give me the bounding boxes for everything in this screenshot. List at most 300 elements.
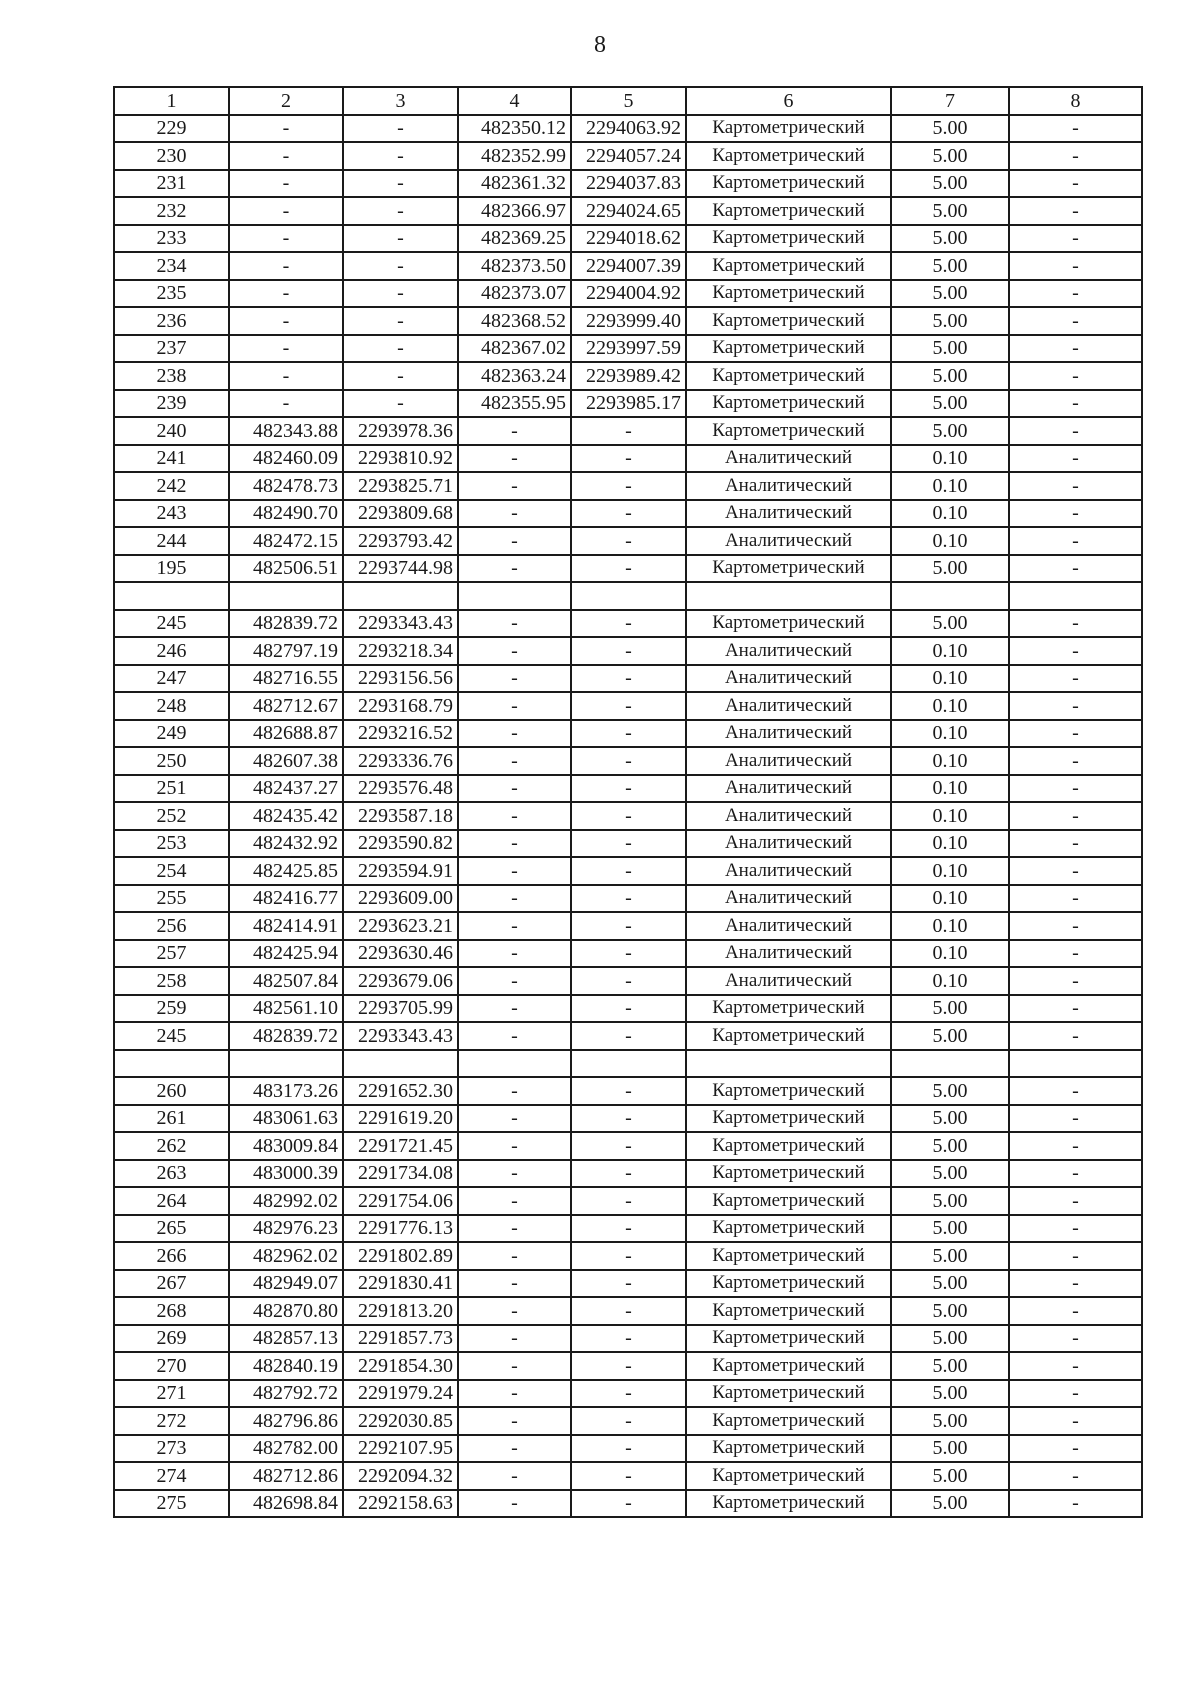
table-cell-col-2: 482716.55: [229, 665, 343, 693]
table-cell-col-1: 262: [114, 1132, 229, 1160]
table-cell-col-7: 5.00: [891, 197, 1009, 225]
table-cell-col-8: -: [1009, 1270, 1142, 1298]
table-cell-col-2: -: [229, 115, 343, 143]
table-cell-col-2: 482425.94: [229, 940, 343, 968]
table-cell-col-4: [458, 582, 571, 610]
table-cell-col-3: -: [343, 142, 458, 170]
table-cell-col-3: 2293744.98: [343, 555, 458, 583]
table-cell-col-1: 250: [114, 747, 229, 775]
table-cell-col-8: -: [1009, 995, 1142, 1023]
table-cell-col-1: 195: [114, 555, 229, 583]
table-cell-col-7: 5.00: [891, 1077, 1009, 1105]
table-cell-col-1: 240: [114, 417, 229, 445]
table-row: [114, 857, 1142, 885]
table-row: [114, 390, 1142, 418]
table-cell-col-5: -: [571, 1462, 686, 1490]
table-cell-col-6: Картометрический: [686, 115, 891, 143]
table-cell-col-8: -: [1009, 637, 1142, 665]
table-cell-col-5: -: [571, 940, 686, 968]
table-cell-col-8: -: [1009, 225, 1142, 253]
table-row: [114, 1132, 1142, 1160]
table-cell-col-1: 234: [114, 252, 229, 280]
table-cell-col-1: 239: [114, 390, 229, 418]
table-cell-col-4: -: [458, 1380, 571, 1408]
table-cell-col-1: 268: [114, 1297, 229, 1325]
table-cell-col-2: 482478.73: [229, 472, 343, 500]
table-cell-col-4: [458, 1050, 571, 1078]
table-row: [114, 445, 1142, 473]
table-cell-col-1: 252: [114, 802, 229, 830]
table-cell-col-1: 232: [114, 197, 229, 225]
table-cell-col-7: 0.10: [891, 500, 1009, 528]
table-cell-col-1: 265: [114, 1215, 229, 1243]
table-cell-col-4: 482350.12: [458, 115, 571, 143]
table-cell-col-4: 482369.25: [458, 225, 571, 253]
table-cell-col-4: 482363.24: [458, 362, 571, 390]
table-cell-col-5: -: [571, 500, 686, 528]
table-cell-col-7: 0.10: [891, 692, 1009, 720]
table-cell-col-5: 2294024.65: [571, 197, 686, 225]
table-cell-col-5: -: [571, 417, 686, 445]
table-cell-col-4: -: [458, 1297, 571, 1325]
table-cell-col-3: 2291776.13: [343, 1215, 458, 1243]
table-cell-col-6: Аналитический: [686, 885, 891, 913]
table-cell-col-8: -: [1009, 1215, 1142, 1243]
table-cell-col-8: -: [1009, 1022, 1142, 1050]
table-cell-col-3: -: [343, 307, 458, 335]
table-cell-col-1: 271: [114, 1380, 229, 1408]
table-cell-col-4: 482373.07: [458, 280, 571, 308]
column-header-5: 5: [571, 87, 686, 115]
table-cell-col-1: 255: [114, 885, 229, 913]
table-row: [114, 115, 1142, 143]
table-row: [114, 692, 1142, 720]
table-cell-col-2: -: [229, 335, 343, 363]
table-cell-col-5: -: [571, 637, 686, 665]
table-cell-col-3: 2291857.73: [343, 1325, 458, 1353]
table-cell-col-2: 482437.27: [229, 775, 343, 803]
table-cell-col-2: 482840.19: [229, 1352, 343, 1380]
table-cell-col-1: 259: [114, 995, 229, 1023]
table-cell-col-2: 482425.85: [229, 857, 343, 885]
table-row: [114, 1462, 1142, 1490]
table-cell-col-1: 236: [114, 307, 229, 335]
table-cell-col-6: Аналитический: [686, 940, 891, 968]
table-cell-col-4: -: [458, 1105, 571, 1133]
table-cell-col-7: 0.10: [891, 527, 1009, 555]
table-cell-col-3: -: [343, 252, 458, 280]
table-cell-col-6: Картометрический: [686, 1297, 891, 1325]
table-cell-col-7: 5.00: [891, 1187, 1009, 1215]
table-row: [114, 1242, 1142, 1270]
table-cell-col-5: -: [571, 1435, 686, 1463]
table-cell-col-3: 2293825.71: [343, 472, 458, 500]
table-cell-col-5: -: [571, 1242, 686, 1270]
table-cell-col-4: -: [458, 775, 571, 803]
table-cell-col-7: 5.00: [891, 252, 1009, 280]
table-cell-col-3: 2292094.32: [343, 1462, 458, 1490]
table-cell-col-7: 0.10: [891, 912, 1009, 940]
table-cell-col-8: -: [1009, 967, 1142, 995]
table-cell-col-5: -: [571, 1352, 686, 1380]
table-cell-col-2: 483173.26: [229, 1077, 343, 1105]
table-cell-col-4: 482368.52: [458, 307, 571, 335]
table-cell-col-8: -: [1009, 1490, 1142, 1518]
table-cell-col-7: 0.10: [891, 445, 1009, 473]
table-cell-col-2: 482490.70: [229, 500, 343, 528]
table-cell-col-8: -: [1009, 500, 1142, 528]
table-cell-col-1: 258: [114, 967, 229, 995]
table-cell-col-4: -: [458, 940, 571, 968]
table-cell-col-2: 482962.02: [229, 1242, 343, 1270]
table-cell-col-4: -: [458, 555, 571, 583]
table-row: [114, 1105, 1142, 1133]
table-cell-col-3: 2291721.45: [343, 1132, 458, 1160]
table-row: [114, 362, 1142, 390]
table-row: [114, 610, 1142, 638]
table-cell-col-1: 256: [114, 912, 229, 940]
table-cell-col-2: 482782.00: [229, 1435, 343, 1463]
table-cell-col-3: 2291734.08: [343, 1160, 458, 1188]
table-cell-col-4: -: [458, 802, 571, 830]
table-cell-col-7: 5.00: [891, 307, 1009, 335]
table-cell-col-3: 2293343.43: [343, 610, 458, 638]
table-row: [114, 637, 1142, 665]
table-cell-col-2: 482416.77: [229, 885, 343, 913]
table-cell-col-1: 230: [114, 142, 229, 170]
table-cell-col-8: -: [1009, 830, 1142, 858]
table-cell-col-4: 482373.50: [458, 252, 571, 280]
table-cell-col-7: 0.10: [891, 747, 1009, 775]
table-row: [114, 1325, 1142, 1353]
table-cell-col-1: 253: [114, 830, 229, 858]
table-cell-col-2: -: [229, 170, 343, 198]
table-cell-col-5: [571, 1050, 686, 1078]
table-cell-col-8: -: [1009, 390, 1142, 418]
table-cell-col-5: 2293985.17: [571, 390, 686, 418]
table-cell-col-1: 245: [114, 1022, 229, 1050]
table-cell-col-6: Аналитический: [686, 967, 891, 995]
table-cell-col-8: -: [1009, 252, 1142, 280]
table-cell-col-1: 238: [114, 362, 229, 390]
table-cell-col-6: Картометрический: [686, 307, 891, 335]
table-cell-col-8: -: [1009, 1435, 1142, 1463]
table-cell-col-1: 246: [114, 637, 229, 665]
table-cell-col-2: 482712.86: [229, 1462, 343, 1490]
table-cell-col-6: Аналитический: [686, 802, 891, 830]
table-cell-col-8: -: [1009, 610, 1142, 638]
table-cell-col-3: -: [343, 115, 458, 143]
table-cell-col-5: -: [571, 802, 686, 830]
table-cell-col-8: -: [1009, 1407, 1142, 1435]
table-cell-col-7: 0.10: [891, 885, 1009, 913]
table-cell-col-1: 248: [114, 692, 229, 720]
table-cell-col-4: 482355.95: [458, 390, 571, 418]
table-cell-col-2: 482561.10: [229, 995, 343, 1023]
table-cell-col-4: -: [458, 830, 571, 858]
table-cell-col-1: [114, 1050, 229, 1078]
table-cell-col-1: 244: [114, 527, 229, 555]
table-cell-col-3: 2293594.91: [343, 857, 458, 885]
table-cell-col-6: Картометрический: [686, 1435, 891, 1463]
table-row: [114, 335, 1142, 363]
table-cell-col-7: 5.00: [891, 390, 1009, 418]
table-cell-col-4: -: [458, 445, 571, 473]
table-cell-col-5: -: [571, 1407, 686, 1435]
table-row: [114, 170, 1142, 198]
table-cell-col-8: -: [1009, 912, 1142, 940]
table-cell-col-8: -: [1009, 1380, 1142, 1408]
table-cell-col-7: 5.00: [891, 362, 1009, 390]
table-cell-col-2: -: [229, 142, 343, 170]
table-cell-col-5: -: [571, 1270, 686, 1298]
table-cell-col-6: Картометрический: [686, 417, 891, 445]
table-cell-col-8: -: [1009, 280, 1142, 308]
table-row: [114, 940, 1142, 968]
table-cell-col-3: 2293623.21: [343, 912, 458, 940]
table-cell-col-6: Аналитический: [686, 857, 891, 885]
table-cell-col-5: -: [571, 830, 686, 858]
table-cell-col-7: 0.10: [891, 802, 1009, 830]
table-cell-col-5: 2293999.40: [571, 307, 686, 335]
table-cell-col-8: -: [1009, 142, 1142, 170]
table-cell-col-5: -: [571, 967, 686, 995]
table-cell-col-3: -: [343, 362, 458, 390]
table-cell-col-5: -: [571, 1132, 686, 1160]
table-cell-col-4: 482352.99: [458, 142, 571, 170]
column-header-6: 6: [686, 87, 891, 115]
table-cell-col-7: 5.00: [891, 1462, 1009, 1490]
table-cell-col-7: 0.10: [891, 637, 1009, 665]
table-cell-col-4: -: [458, 1242, 571, 1270]
table-cell-col-5: [571, 582, 686, 610]
table-separator-row: [114, 1050, 1142, 1078]
table-row: [114, 1490, 1142, 1518]
table-cell-col-6: Картометрический: [686, 1490, 891, 1518]
table-cell-col-3: -: [343, 280, 458, 308]
table-cell-col-5: -: [571, 1297, 686, 1325]
table-cell-col-8: -: [1009, 555, 1142, 583]
table-row: [114, 1215, 1142, 1243]
table-cell-col-5: 2294004.92: [571, 280, 686, 308]
table-cell-col-7: 0.10: [891, 720, 1009, 748]
table-cell-col-6: Картометрический: [686, 1160, 891, 1188]
table-cell-col-4: -: [458, 1352, 571, 1380]
table-cell-col-4: -: [458, 472, 571, 500]
table-cell-col-3: 2293809.68: [343, 500, 458, 528]
table-cell-col-3: 2293978.36: [343, 417, 458, 445]
table-cell-col-5: -: [571, 555, 686, 583]
table-cell-col-6: Аналитический: [686, 830, 891, 858]
table-cell-col-3: 2291854.30: [343, 1352, 458, 1380]
table-cell-col-2: 482797.19: [229, 637, 343, 665]
table-cell-col-2: 482792.72: [229, 1380, 343, 1408]
table-cell-col-1: 243: [114, 500, 229, 528]
table-row: [114, 1380, 1142, 1408]
table-cell-col-4: -: [458, 912, 571, 940]
table-row: [114, 1297, 1142, 1325]
table-cell-col-5: -: [571, 1022, 686, 1050]
table-cell-col-8: -: [1009, 802, 1142, 830]
table-cell-col-4: -: [458, 995, 571, 1023]
table-cell-col-4: -: [458, 967, 571, 995]
table-cell-col-3: 2293587.18: [343, 802, 458, 830]
table-cell-col-8: -: [1009, 720, 1142, 748]
table-cell-col-6: [686, 582, 891, 610]
table-cell-col-1: 251: [114, 775, 229, 803]
table-cell-col-1: 269: [114, 1325, 229, 1353]
table-cell-col-4: -: [458, 1132, 571, 1160]
table-cell-col-7: 5.00: [891, 417, 1009, 445]
table-cell-col-8: -: [1009, 335, 1142, 363]
table-cell-col-8: -: [1009, 527, 1142, 555]
table-cell-col-2: 482472.15: [229, 527, 343, 555]
table-cell-col-5: 2294037.83: [571, 170, 686, 198]
table-cell-col-8: -: [1009, 197, 1142, 225]
table-cell-col-6: Картометрический: [686, 1187, 891, 1215]
table-cell-col-7: 5.00: [891, 1490, 1009, 1518]
table-cell-col-8: -: [1009, 170, 1142, 198]
table-cell-col-4: -: [458, 1435, 571, 1463]
column-header-4: 4: [458, 87, 571, 115]
table-cell-col-2: 482698.84: [229, 1490, 343, 1518]
table-cell-col-8: -: [1009, 1160, 1142, 1188]
table-cell-col-6: Картометрический: [686, 1325, 891, 1353]
table-cell-col-5: -: [571, 857, 686, 885]
table-cell-col-2: 482432.92: [229, 830, 343, 858]
table-row: [114, 830, 1142, 858]
table-cell-col-2: 482607.38: [229, 747, 343, 775]
table-cell-col-7: 5.00: [891, 1242, 1009, 1270]
table-cell-col-5: -: [571, 445, 686, 473]
table-cell-col-1: 266: [114, 1242, 229, 1270]
table-cell-col-3: 2293343.43: [343, 1022, 458, 1050]
table-cell-col-6: [686, 1050, 891, 1078]
table-cell-col-7: 5.00: [891, 1352, 1009, 1380]
table-row: [114, 197, 1142, 225]
table-cell-col-4: 482366.97: [458, 197, 571, 225]
table-row: [114, 1160, 1142, 1188]
table-cell-col-1: 257: [114, 940, 229, 968]
column-header-2: 2: [229, 87, 343, 115]
table-cell-col-3: 2291813.20: [343, 1297, 458, 1325]
table-row: [114, 307, 1142, 335]
table-cell-col-3: 2293576.48: [343, 775, 458, 803]
table-row: [114, 142, 1142, 170]
table-cell-col-7: 5.00: [891, 1380, 1009, 1408]
table-cell-col-3: 2292158.63: [343, 1490, 458, 1518]
table-cell-col-7: 5.00: [891, 995, 1009, 1023]
table-row: [114, 775, 1142, 803]
table-cell-col-7: 5.00: [891, 1132, 1009, 1160]
table-cell-col-2: 482343.88: [229, 417, 343, 445]
table-cell-col-1: 254: [114, 857, 229, 885]
table-cell-col-6: Картометрический: [686, 390, 891, 418]
table-cell-col-2: 483000.39: [229, 1160, 343, 1188]
table-cell-col-5: -: [571, 775, 686, 803]
table-cell-col-3: 2293218.34: [343, 637, 458, 665]
table-cell-col-1: 275: [114, 1490, 229, 1518]
table-cell-col-7: 5.00: [891, 142, 1009, 170]
table-row: [114, 885, 1142, 913]
table-cell-col-4: -: [458, 692, 571, 720]
table-cell-col-8: -: [1009, 1105, 1142, 1133]
table-cell-col-3: -: [343, 170, 458, 198]
table-cell-col-5: 2293997.59: [571, 335, 686, 363]
table-cell-col-6: Картометрический: [686, 1462, 891, 1490]
table-cell-col-3: 2291979.24: [343, 1380, 458, 1408]
table-cell-col-4: -: [458, 1270, 571, 1298]
table-row: [114, 912, 1142, 940]
table-cell-col-5: -: [571, 1325, 686, 1353]
table-row: [114, 967, 1142, 995]
table-cell-col-5: 2294018.62: [571, 225, 686, 253]
table-cell-col-2: -: [229, 197, 343, 225]
table-cell-col-2: [229, 1050, 343, 1078]
table-cell-col-8: -: [1009, 362, 1142, 390]
table-cell-col-1: 247: [114, 665, 229, 693]
table-cell-col-8: -: [1009, 1242, 1142, 1270]
table-cell-col-6: Картометрический: [686, 1380, 891, 1408]
table-row: [114, 527, 1142, 555]
table-cell-col-8: -: [1009, 1297, 1142, 1325]
table-cell-col-1: 270: [114, 1352, 229, 1380]
table-cell-col-4: 482361.32: [458, 170, 571, 198]
table-cell-col-2: -: [229, 252, 343, 280]
table-row: [114, 225, 1142, 253]
table-cell-col-7: 5.00: [891, 1160, 1009, 1188]
table-cell-col-2: 482870.80: [229, 1297, 343, 1325]
table-cell-col-8: -: [1009, 1132, 1142, 1160]
table-row: [114, 802, 1142, 830]
table-cell-col-2: 482435.42: [229, 802, 343, 830]
table-cell-col-1: 272: [114, 1407, 229, 1435]
table-cell-col-3: -: [343, 197, 458, 225]
table-row: [114, 280, 1142, 308]
table-cell-col-5: -: [571, 1380, 686, 1408]
table-cell-col-6: Картометрический: [686, 362, 891, 390]
table-cell-col-7: 0.10: [891, 665, 1009, 693]
table-cell-col-1: 263: [114, 1160, 229, 1188]
table-cell-col-4: -: [458, 610, 571, 638]
table-cell-col-7: 5.00: [891, 170, 1009, 198]
table-cell-col-4: -: [458, 857, 571, 885]
table-cell-col-3: 2293156.56: [343, 665, 458, 693]
table-cell-col-4: -: [458, 637, 571, 665]
table-cell-col-3: 2293793.42: [343, 527, 458, 555]
column-header-8: 8: [1009, 87, 1142, 115]
table-cell-col-1: 245: [114, 610, 229, 638]
table-cell-col-8: -: [1009, 747, 1142, 775]
table-cell-col-1: 235: [114, 280, 229, 308]
table-row: [114, 472, 1142, 500]
table-cell-col-2: 482857.13: [229, 1325, 343, 1353]
table-cell-col-7: 5.00: [891, 1297, 1009, 1325]
table-cell-col-8: -: [1009, 1325, 1142, 1353]
table-cell-col-4: -: [458, 1077, 571, 1105]
table-cell-col-7: 5.00: [891, 115, 1009, 143]
table-cell-col-6: Картометрический: [686, 1352, 891, 1380]
table-cell-col-7: [891, 1050, 1009, 1078]
table-cell-col-1: 267: [114, 1270, 229, 1298]
table-cell-col-7: 0.10: [891, 857, 1009, 885]
table-row: [114, 1077, 1142, 1105]
table-cell-col-6: Картометрический: [686, 555, 891, 583]
table-cell-col-6: Картометрический: [686, 1077, 891, 1105]
table-row: [114, 665, 1142, 693]
column-header-1: 1: [114, 87, 229, 115]
table-cell-col-2: 482460.09: [229, 445, 343, 473]
